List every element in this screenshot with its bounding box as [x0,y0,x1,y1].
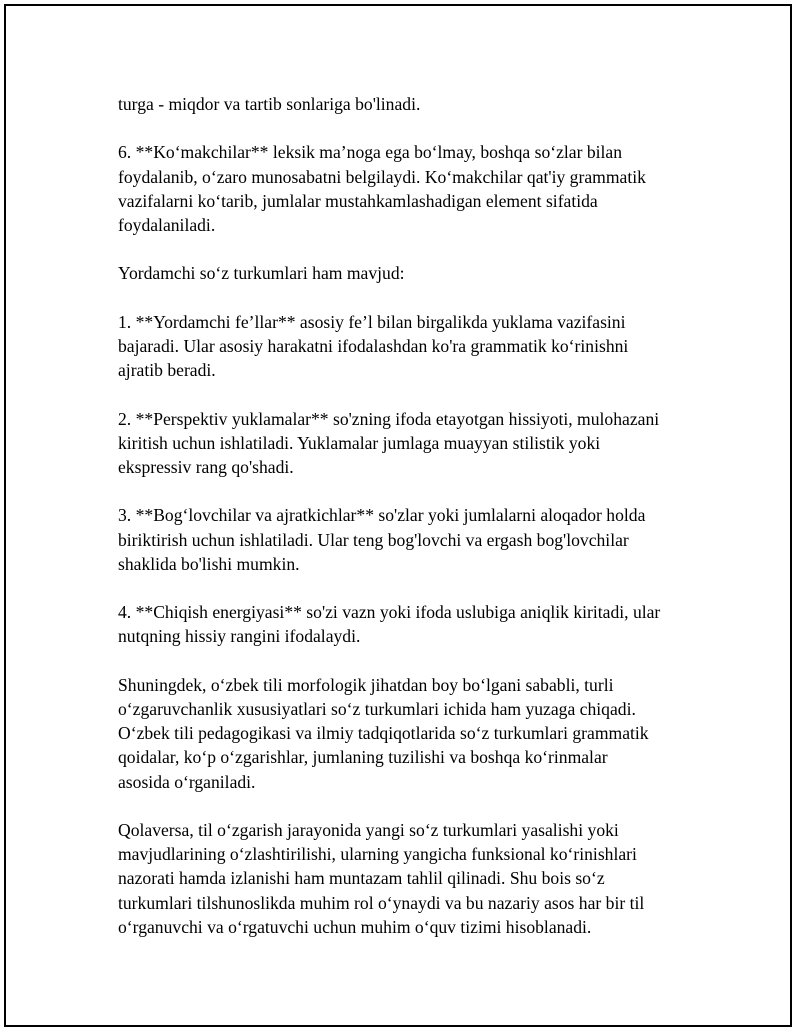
document-body [118,92,718,963]
paragraph-yordamchi-intro: Yordamchi so‘z turkumlari ham mavjud: [118,263,405,284]
paragraph-boglovchilar: 3. **Bog‘lovchilar va ajratkichlar** so'zlar yoki jumlalarni aloqador holda biriktirish uchun ishlatiladi. Ular teng bog'lovchi va ergash bog'lovchilar shaklida bo'lishi mumkin. [118,505,646,574]
paragraph-yordamchi-fellar: 1. **Yordamchi fe’llar** asosiy fe’l bilan birgalikda yuklama vazifasini bajaradi. Ular asosiy harakatni ifodalashdan ko'ra grammatik ko‘rinishni ajratib beradi. [118,311,629,381]
paragraph-komakchilar: 6. **Ko‘makchilar** leksik ma’noga ega bo‘lmay, boshqa so‘zlar bilan foydalanib, o‘zaro munosabatni belgilaydi. Ko‘makchilar qat'iy grammatik vazifalarni ko‘tarib, jumlalar mustahkamlashadigan element sifatida foydalaniladi. [118,142,646,235]
paragraph-chiqish-energiyasi: 4. **Chiqish energiyasi** so'zi vazn yoki ifoda uslubiga aniqlik kiritadi, ular nutqning hissiy rangini ifodalaydi. [118,602,661,647]
paragraph-shuningdek: Shuningdek, o‘zbek tili morfologik jihatdan boy bo‘lgani sababli, turli o‘zgaruvchanlik xususiyatlari so‘z turkumlari ichida ham yuzaga chiqadi. O‘zbek tili pedagogikasi va ilmiy tadqiqotlarida so‘z turkumlari grammatik qoidalar, ko‘p o‘zgarishlar, jumlaning tuzilishi va boshqa ko‘rinmalar asosida o‘rganiladi. [118,674,649,792]
paragraph-qolaversa: Qolaversa, til o‘zgarish jarayonida yangi so‘z turkumlari yasalishi yoki mavjudlarining o‘zlashtirilishi, ularning yangicha funksional ko‘rinishlari nazorati hamda izlanishi ham muntazam tahlil qilinadi. Shu bois so‘z turkumlari tilshunoslikda muhim rol o‘ynaydi va bu nazariy asos har bir til o‘rganuvchi va o‘rgatuvchi uchun muhim o‘quv tizimi hisoblanadi. [118,819,645,937]
paragraph-continuation: turga - miqdor va tartib sonlariga bo'linadi. [118,94,421,114]
paragraph-perspektiv-yuklamalar: 2. **Perspektiv yuklamalar** so'zning ifoda etayotgan hissiyoti, mulohazani kiritish uchun ishlatiladi. Yuklamalar jumlaga muayyan stilistik yoki ekspressiv rang qo'shadi. [118,408,660,477]
